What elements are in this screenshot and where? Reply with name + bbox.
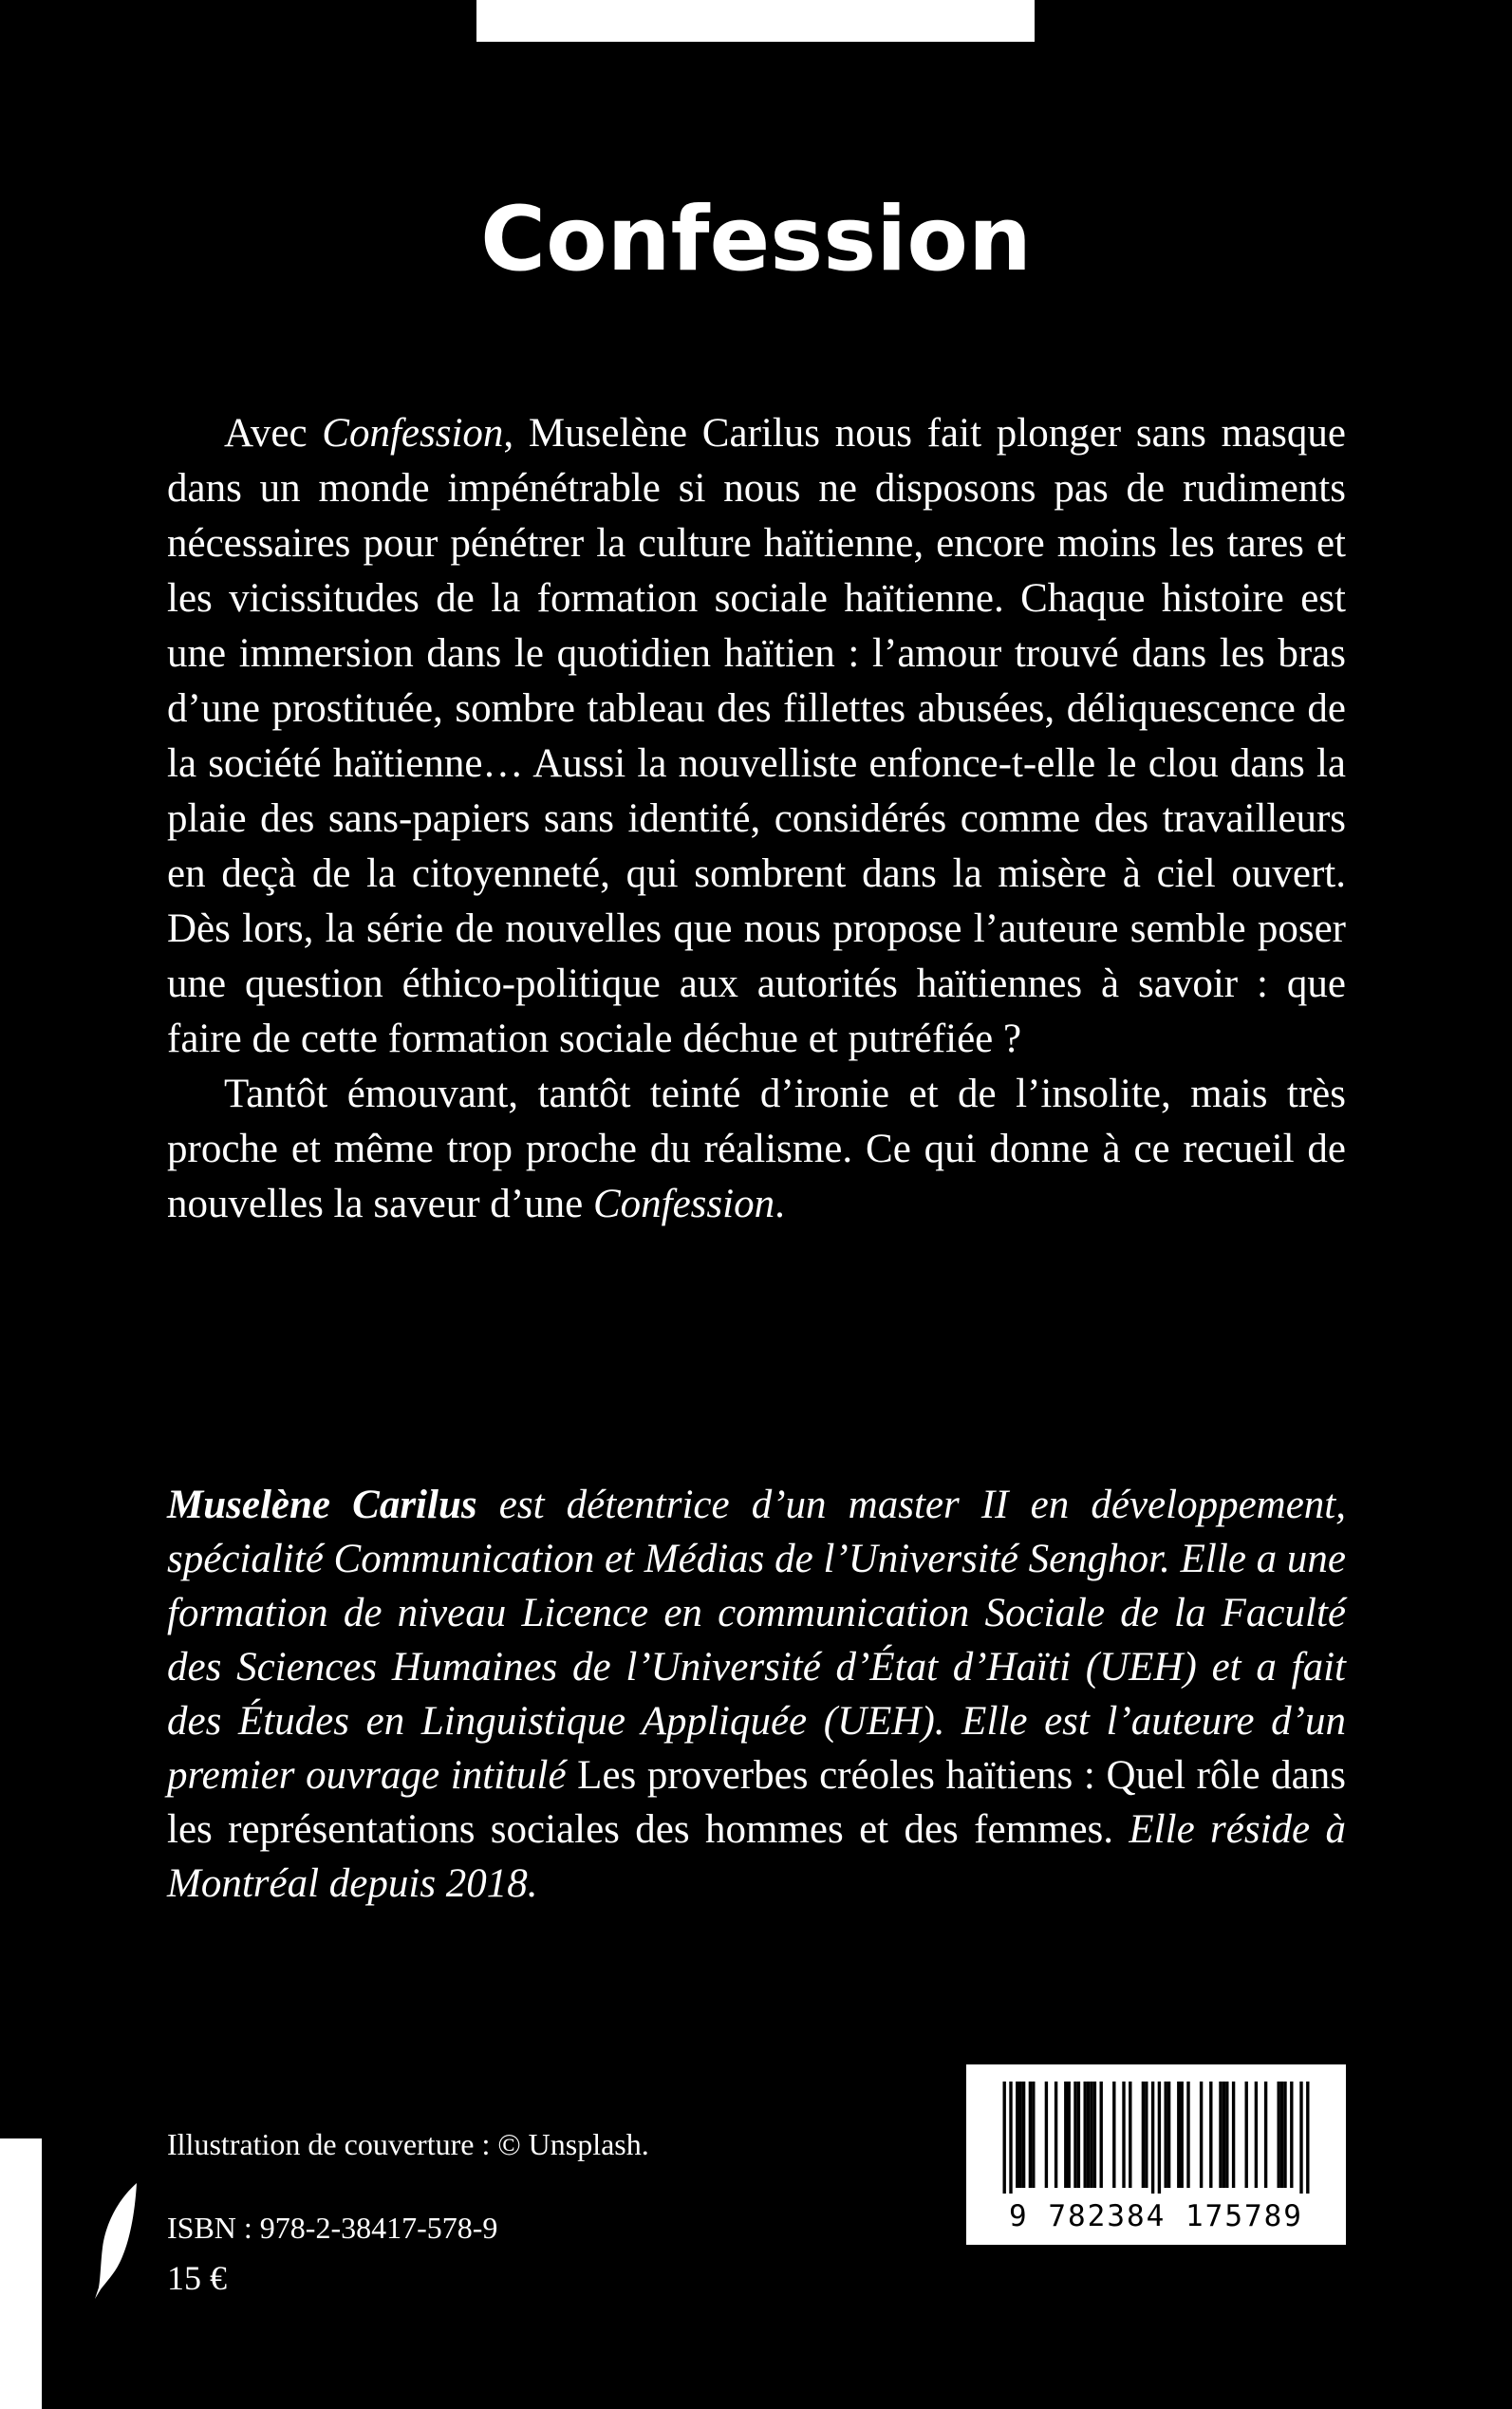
text-run: Confession [322,411,504,456]
barcode-bars [987,2082,1325,2194]
barcode-bar [1129,2082,1131,2188]
barcode-bar [1225,2082,1228,2188]
barcode-bar [1181,2082,1184,2188]
barcode-bar [1003,2082,1006,2194]
text-run: Muselène Carilus [167,1483,477,1527]
barcode-bar [1142,2082,1145,2188]
quill-feather-icon [93,2181,139,2301]
barcode-bar [1299,2082,1302,2194]
blurb-paragraph-1 [167,406,1346,1067]
barcode-bar [1055,2082,1057,2188]
barcode-bar [1245,2082,1248,2188]
isbn-number: ISBN : 978-2-38417-578-9 [167,2211,498,2245]
barcode-bar [1087,2082,1090,2188]
barcode-bar [1219,2082,1222,2188]
book-title: Confession [480,188,1032,291]
cover-illustration-credit: Illustration de couverture : © Unsplash. [167,2127,649,2161]
barcode-bar [1019,2082,1022,2188]
barcode-bar [1068,2082,1071,2188]
text-run: , Muselène Carilus nous fait plonger sans masque dans un monde impénétrable si nous ne disposons pas de rudiments nécessaires pour pénétrer la culture haïtienne, encore moins les tares et les vicissitudes de la formation sociale haïtienne. Chaque histoire est une immersion dans le quotidien haïtien : l’amour trouvé dans les bras d’une prostituée, sombre tableau des fillettes abusées, déliquescence de la société haïtienne… Aussi la nouvelliste enfonce-t-elle le clou dans la plaie des sans-papiers sans identité, considérés comme des travailleurs en deçà de la citoyenneté, qui sombrent dans la misère à ciel ouvert. Dès lors, la série de nouvelles que nous propose l’auteure semble poser une question éthico-politique aux autorités haïtiennes à savoir : que faire de cette formation sociale déchue et putréfiée ? [167,411,1346,1061]
text-run: Elle réside à Montréal depuis 2018. [167,1807,1346,1906]
barcode-bar [1223,2082,1225,2188]
barcode-bar [1100,2082,1103,2188]
back-cover-blurb [167,406,1346,1232]
text-run: . [775,1182,785,1226]
text-run: est détentrice d’un master II en développement, spécialité Communication et Médias de l’Université Senghor. Elle a une formation de niveau Licence en communication Sociale de la Faculté des Sciences Humaines de l’Université d’État d’Haïti (UEH) et a fait des Études en Linguistique Appliquée (UEH). Elle est l’auteure d’un premier ouvrage intitulé [167,1483,1346,1798]
barcode-bar [1290,2082,1293,2188]
barcode-bar [1200,2082,1203,2188]
barcode-digits: 9 782384 175789 [1009,2199,1303,2233]
barcode-bar [1122,2082,1125,2188]
barcode-bar [1045,2082,1048,2188]
left-white-strip [0,2138,42,2409]
text-run: Avec [224,411,323,456]
barcode-bar [1177,2082,1180,2188]
barcode-bar [1232,2082,1235,2188]
barcode-bar [1112,2082,1115,2188]
barcode-bar [1280,2082,1283,2188]
barcode-bar [1032,2082,1035,2188]
barcode-bar [1073,2082,1076,2188]
top-white-tab [476,0,1035,42]
barcode-bar [1278,2082,1280,2188]
price: 15 € [167,2259,227,2297]
barcode-bar [1016,2082,1018,2188]
text-run: Tantôt émouvant, tantôt teinté d’ironie et de l’insolite, mais très proche et même trop proche du réalisme. Ce qui donne à ce recueil de nouvelles la saveur d’une [167,1072,1346,1226]
barcode-bar [1084,2082,1087,2188]
barcode [966,2064,1346,2245]
barcode-bar [1264,2082,1267,2188]
barcode-bar [1145,2082,1148,2188]
barcode-bar [1064,2082,1067,2188]
barcode-bar [1255,2082,1258,2188]
barcode-bar [1090,2082,1092,2188]
barcode-bar [1306,2082,1309,2194]
barcode-bar [1186,2082,1189,2188]
barcode-bar [1077,2082,1080,2188]
barcode-bar [1151,2082,1154,2194]
barcode-bar [1283,2082,1286,2188]
barcode-bar [1165,2082,1167,2188]
blurb-paragraph-2 [167,1067,1346,1232]
barcode-bar [1158,2082,1161,2194]
author-bio [167,1478,1346,1911]
barcode-bar [1009,2082,1012,2194]
barcode-bar [1022,2082,1025,2188]
barcode-bar [1209,2082,1212,2188]
barcode-bar [1029,2082,1032,2188]
text-run: Confession [592,1182,775,1226]
text-run: Les proverbes créoles haïtiens : Quel rôle dans les représentations sociales des hommes et des femmes. [167,1753,1346,1852]
barcode-bar [1167,2082,1170,2188]
barcode-bar [1093,2082,1096,2188]
author-bio-paragraph [167,1478,1346,1911]
